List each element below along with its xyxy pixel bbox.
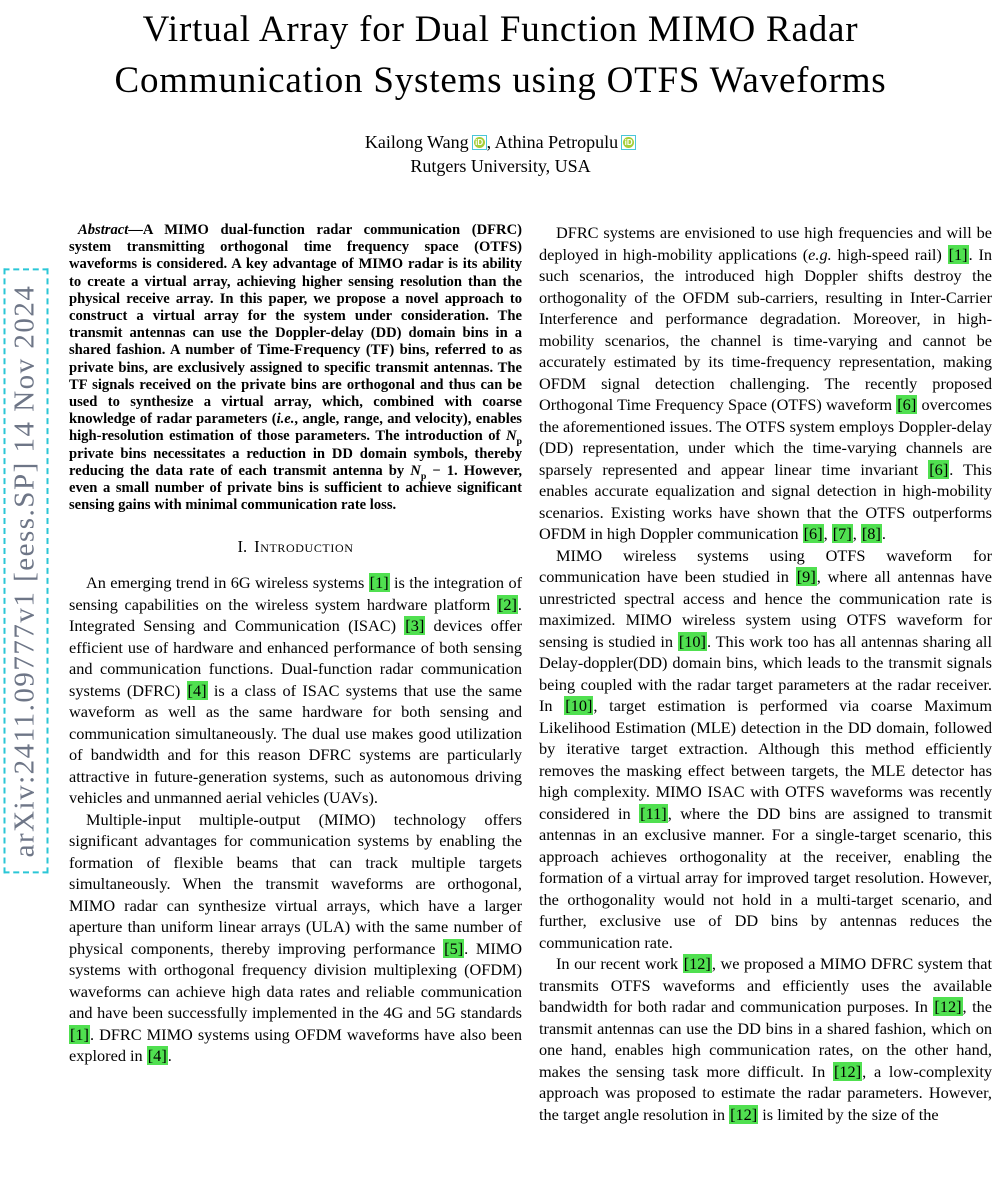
right-column bbox=[539, 222, 992, 1125]
left-column bbox=[69, 222, 522, 1125]
orcid-icon[interactable] bbox=[621, 135, 636, 150]
citation-ref[interactable]: [10] bbox=[565, 696, 593, 715]
citation-ref[interactable]: [4] bbox=[187, 680, 207, 700]
section-heading-introduction bbox=[69, 537, 522, 557]
author-separator: , bbox=[486, 132, 495, 152]
affiliation: Rutgers University, USA bbox=[410, 156, 591, 176]
citation-ref[interactable]: [12] bbox=[730, 1104, 758, 1124]
citation-ref[interactable]: [9] bbox=[796, 567, 816, 586]
citation-ref[interactable]: [1] bbox=[369, 573, 389, 593]
citation-ref[interactable]: [11] bbox=[640, 803, 667, 823]
title-line: Virtual Array for Dual Function MIMO Radar bbox=[142, 9, 859, 50]
paragraph: MIMO wireless systems using OTFS waveform for communication have been studied in [9], where all antennas have unrestricted spectral access and hence the communication rate is maximized. MIMO wireless system using OTFS waveform for sensing is studied in [10]. This work too has all antennas sharing all Delay-doppler(DD) domain bins, which leads to the transmit signals being coupled with the radar target parameters at the radar receiver. In [10], target estimation is performed via coarse Maximum Likelihood Estimation (MLE) detection in the DD domain, followed by iterative target extraction. Although this method efficiently removes the masking effect between targets, the MLE detector has high complexity. MIMO ISAC with OTFS waveforms was recently considered in [11], where the DD bins are assigned to transmit antennas in an exclusive manner. For a single-target scenario, this approach achieves orthogonality at the receiver, enabling the formation of a virtual array for improved target resolution. However, the orthogonality would not hold in a multi-target scenario, and further, exclusive use of DD bins by antennas reduces the communication rate. bbox=[539, 545, 993, 952]
citation-ref[interactable]: [12] bbox=[683, 954, 711, 973]
math-variable: N bbox=[505, 428, 517, 445]
math-subscript: p bbox=[516, 436, 522, 448]
citation-ref[interactable]: [12] bbox=[834, 1061, 862, 1081]
paragraph: An emerging trend in 6G wireless systems [1] is the integration of sensing capabilities on the wireless system hardware platform [2]. Integrated Sensing and Communication (ISAC) [3] devices offer efficient use of hardware and enhanced performance of both sensing and communication functions. Dual-function radar communication systems (DFRC) [4] is a class of ISAC systems that use the same waveform as well as the same hardware for both sensing and communication simultaneously. The dual use makes good utilization of bandwidth and for this reason DFRC systems are particularly attractive in future-generation systems, such as autonomous driving vehicles and unmanned aerial vehicles (UAVs). bbox=[69, 573, 523, 808]
italic-text: e.g. bbox=[808, 244, 832, 264]
arxiv-banner[interactable]: arXiv:2411.09777v1 [eess.SP] 14 Nov 2024 bbox=[4, 269, 49, 874]
section-title: Introduction bbox=[254, 537, 354, 557]
citation-ref[interactable]: [6] bbox=[897, 395, 917, 414]
citation-ref[interactable]: [10] bbox=[678, 631, 706, 651]
orcid-icon[interactable] bbox=[472, 135, 487, 150]
citation-ref[interactable]: [4] bbox=[147, 1046, 167, 1066]
italic-text: i.e. bbox=[276, 411, 295, 428]
citation-ref[interactable]: [1] bbox=[948, 244, 968, 264]
abstract-label: Abstract bbox=[78, 222, 129, 238]
citation-ref[interactable]: [6] bbox=[803, 524, 823, 543]
paragraph: In our recent work [12], we proposed a MIMO DFRC system that transmits OTFS waveforms and efficiently uses the available bandwidth for both radar and communication purposes. In [12], the transmit antennas can use the DD bins in a shared fashion, which on one hand, enables high communication rates, on the other hand, makes the sensing task more difficult. In [12], a low-complexity approach was proposed to estimate the radar parameters. However, the target angle resolution in [12] is limited by the size of the bbox=[539, 954, 993, 1124]
citation-ref[interactable]: [12] bbox=[934, 997, 962, 1016]
math-subscript: p bbox=[420, 470, 427, 482]
citation-ref[interactable]: [6] bbox=[929, 459, 949, 479]
citation-ref[interactable]: [3] bbox=[405, 616, 425, 636]
paragraph: Multiple-input multiple-output (MIMO) technology offers significant advantages for communication systems by enabling the formation of flexible beams that can track multiple targets simultaneously. When the transmit waveforms are orthogonal, MIMO radar can synthesize virtual arrays, which have a larger aperture than uniform linear arrays (ULA) with the same number of physical components, thereby improving performance [5]. MIMO systems with orthogonal frequency division multiplexing (OFDM) waveforms can achieve high data rates and reliable communication and have been successfully implemented in the 4G and 5G standards [1]. DFRC MIMO systems using OFDM waveforms have also been explored in [4]. bbox=[69, 809, 522, 1066]
citation-ref[interactable]: [8] bbox=[861, 524, 881, 543]
citation-ref[interactable]: [5] bbox=[444, 938, 464, 958]
abstract-text: —A MIMO dual-function radar communication (DFRC) system transmitting orthogonal time frequency space (OTFS) waveforms is considered. A key advantage of MIMO radar is its ability to create a virtual array, achieving higher sensing resolution than the physical receive array. In this paper, we propose a novel approach to construct a virtual array for the system under consideration. The transmit antennas can use the Doppler-delay (DD) domain bins in a shared fashion. A number of Time-Frequency (TF) bins, referred to as private bins, are exclusively assigned to specific transmit antennas. The TF signals received on the private bins are orthogonal and thus can be used to synthesize a virtual array, which, combined with coarse knowledge of radar parameters (i.e., angle, range, and velocity), enables high-resolution estimation of those parameters. The introduction of $N_p$ private bins necessitates a reduction in DD domain symbols, thereby reducing the data rate of each transmit antenna by $N_p - 1$. However, even a small number of private bins is sufficient to achieve significant sensing gains with minimal communication rate loss. bbox=[69, 222, 522, 514]
citation-ref[interactable]: [2] bbox=[497, 594, 517, 614]
author-name: Athina Petropulu bbox=[494, 132, 619, 152]
author-line bbox=[0, 130, 1001, 154]
author-name: Kailong Wang bbox=[364, 132, 469, 152]
paper-title bbox=[30, 4, 971, 106]
citation-ref[interactable]: [7] bbox=[832, 524, 852, 543]
section-number: I. bbox=[237, 537, 248, 557]
title-line: Communication Systems using OTFS Waveforms bbox=[114, 60, 887, 101]
math-variable: N bbox=[410, 462, 421, 479]
paragraph: DFRC systems are envisioned to use high frequencies and will be deployed in high-mobility applications (e.g. high-speed rail) [1]. In such scenarios, the introduced high Doppler shifts destroy the orthogonality of the OFDM sub-carriers, resulting in Inter-Carrier Interference and performance degradation. Moreover, in high-mobility scenarios, the channel is time-varying and cannot be accurately estimated by its time-frequency representation, making OFDM signal detection challenging. The recently proposed Orthogonal Time Frequency Space (OTFS) waveform [6] overcomes the aforementioned issues. The OTFS system employs Doppler-delay (DD) representation, under which the time-varying channels are sparsely represented and appear linear time invariant [6]. This enables accurate equalization and signal detection in high-mobility scenarios. Existing works have shown that the OTFS outperforms OFDM in high Doppler communication [6], [7], [8]. bbox=[539, 223, 993, 543]
abstract bbox=[69, 222, 522, 514]
citation-ref[interactable]: [1] bbox=[70, 1024, 89, 1044]
two-column-body bbox=[0, 222, 1001, 1125]
